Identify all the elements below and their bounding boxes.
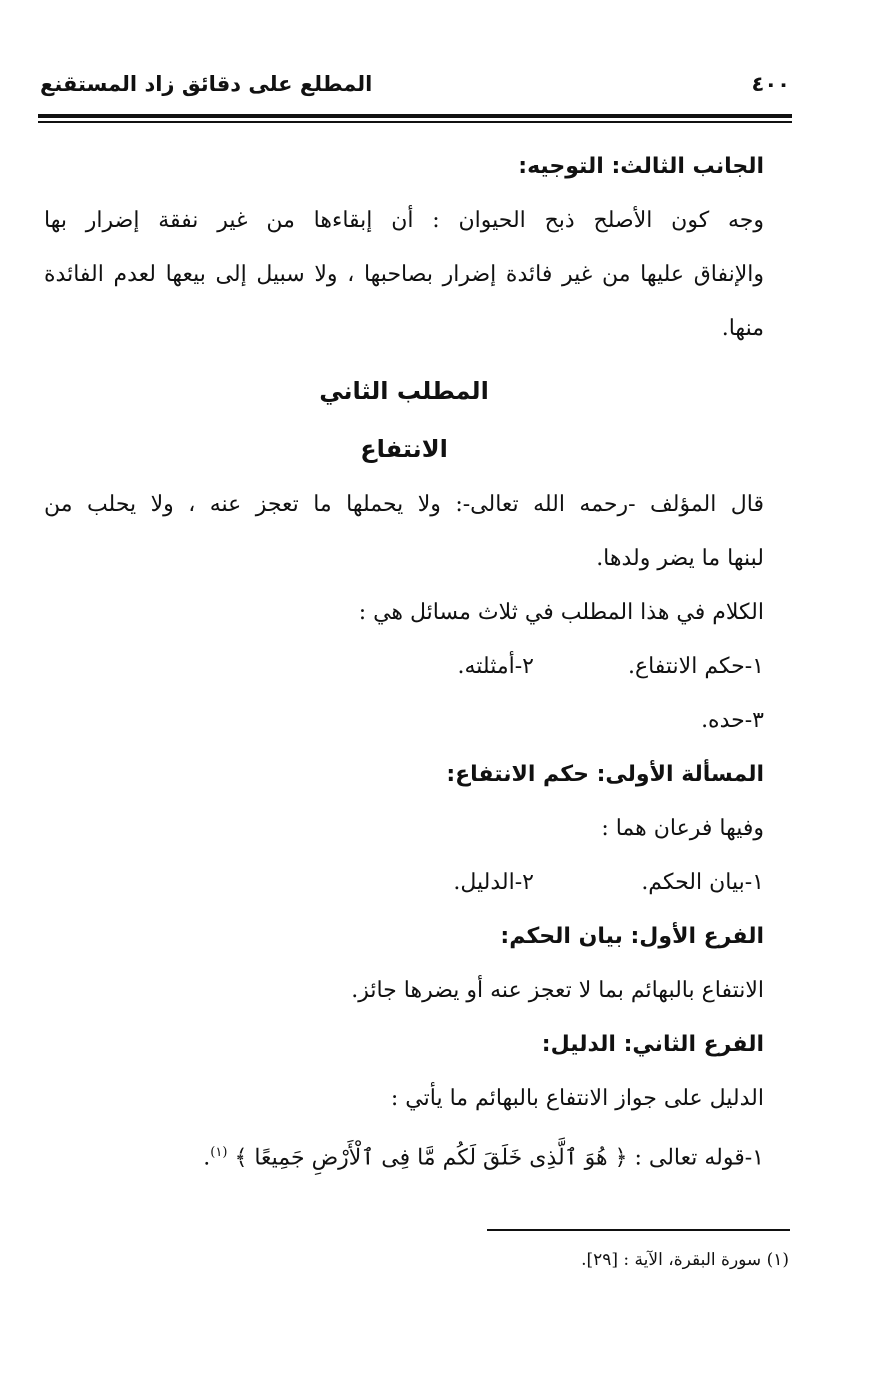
numbered-list-row <box>44 856 764 910</box>
list-item: ٢-الدليل. <box>453 870 534 895</box>
paragraph-line: الدليل على جواز الانتفاع بالبهائم ما يأتي : <box>390 1086 764 1111</box>
list-item: ٢-أمثلته. <box>457 654 534 679</box>
branch-heading: الفرع الأول: بيان الحكم: <box>500 924 764 949</box>
paragraph-line: وفيها فرعان هما : <box>601 816 764 841</box>
quran-citation-line <box>44 1126 764 1180</box>
footnote: (١) سورة البقرة، الآية : [٢٩]. <box>581 1250 789 1270</box>
list-item: ١-حكم الانتفاع. <box>627 654 764 679</box>
list-item: ١-بيان الحكم. <box>641 870 764 895</box>
list-item: ٣-حده. <box>701 708 764 733</box>
book-title: المطلع على دقائق زاد المستقنع <box>40 72 373 96</box>
author-quote-line: لبنها ما يضر ولدها. <box>596 546 764 571</box>
footnote-marker: (١) <box>210 1145 228 1160</box>
header-rule-thick <box>38 114 792 118</box>
header-rule-thin <box>38 121 792 123</box>
paragraph-line: الكلام في هذا المطلب في ثلاث مسائل هي : <box>358 600 764 625</box>
paragraph-line: منها. <box>721 316 764 341</box>
sentence-end: . <box>203 1145 211 1171</box>
chapter-heading: المطلب الثاني <box>319 377 489 405</box>
paragraph-line: وجه كون الأصلح ذبح الحيوان : أن إبقاءها من غير نفقة إضرار بها <box>44 208 764 233</box>
branch-heading: الفرع الثاني: الدليل: <box>541 1032 764 1057</box>
page-body <box>44 140 764 1180</box>
chapter-subheading: الانتفاع <box>360 435 448 463</box>
paragraph-line: الانتفاع بالبهائم بما لا تعجز عنه أو يضرها جائز. <box>351 978 764 1003</box>
numbered-list-row <box>44 640 764 694</box>
quran-verse: ١-قوله تعالى : ﴿ هُوَ ٱلَّذِى خَلَقَ لَكُم مَّا فِى ٱلْأَرْضِ جَمِيعًا ﴾ <box>234 1145 764 1171</box>
page-header <box>40 72 790 112</box>
paragraph-line: والإنفاق عليها من غير فائدة إضرار بصاحبها ، ولا سبيل إلى بيعها لعدم الفائدة <box>44 262 764 287</box>
issue-heading: المسألة الأولى: حكم الانتفاع: <box>446 762 764 787</box>
section-heading-third-aspect: الجانب الثالث: التوجيه: <box>518 154 764 179</box>
author-quote-line: قال المؤلف -رحمه الله تعالى-: ولا يحملها ما تعجز عنه ، ولا يحلب من <box>44 492 764 517</box>
page-number: ٤٠٠ <box>751 72 790 96</box>
footnote-separator <box>487 1229 790 1231</box>
